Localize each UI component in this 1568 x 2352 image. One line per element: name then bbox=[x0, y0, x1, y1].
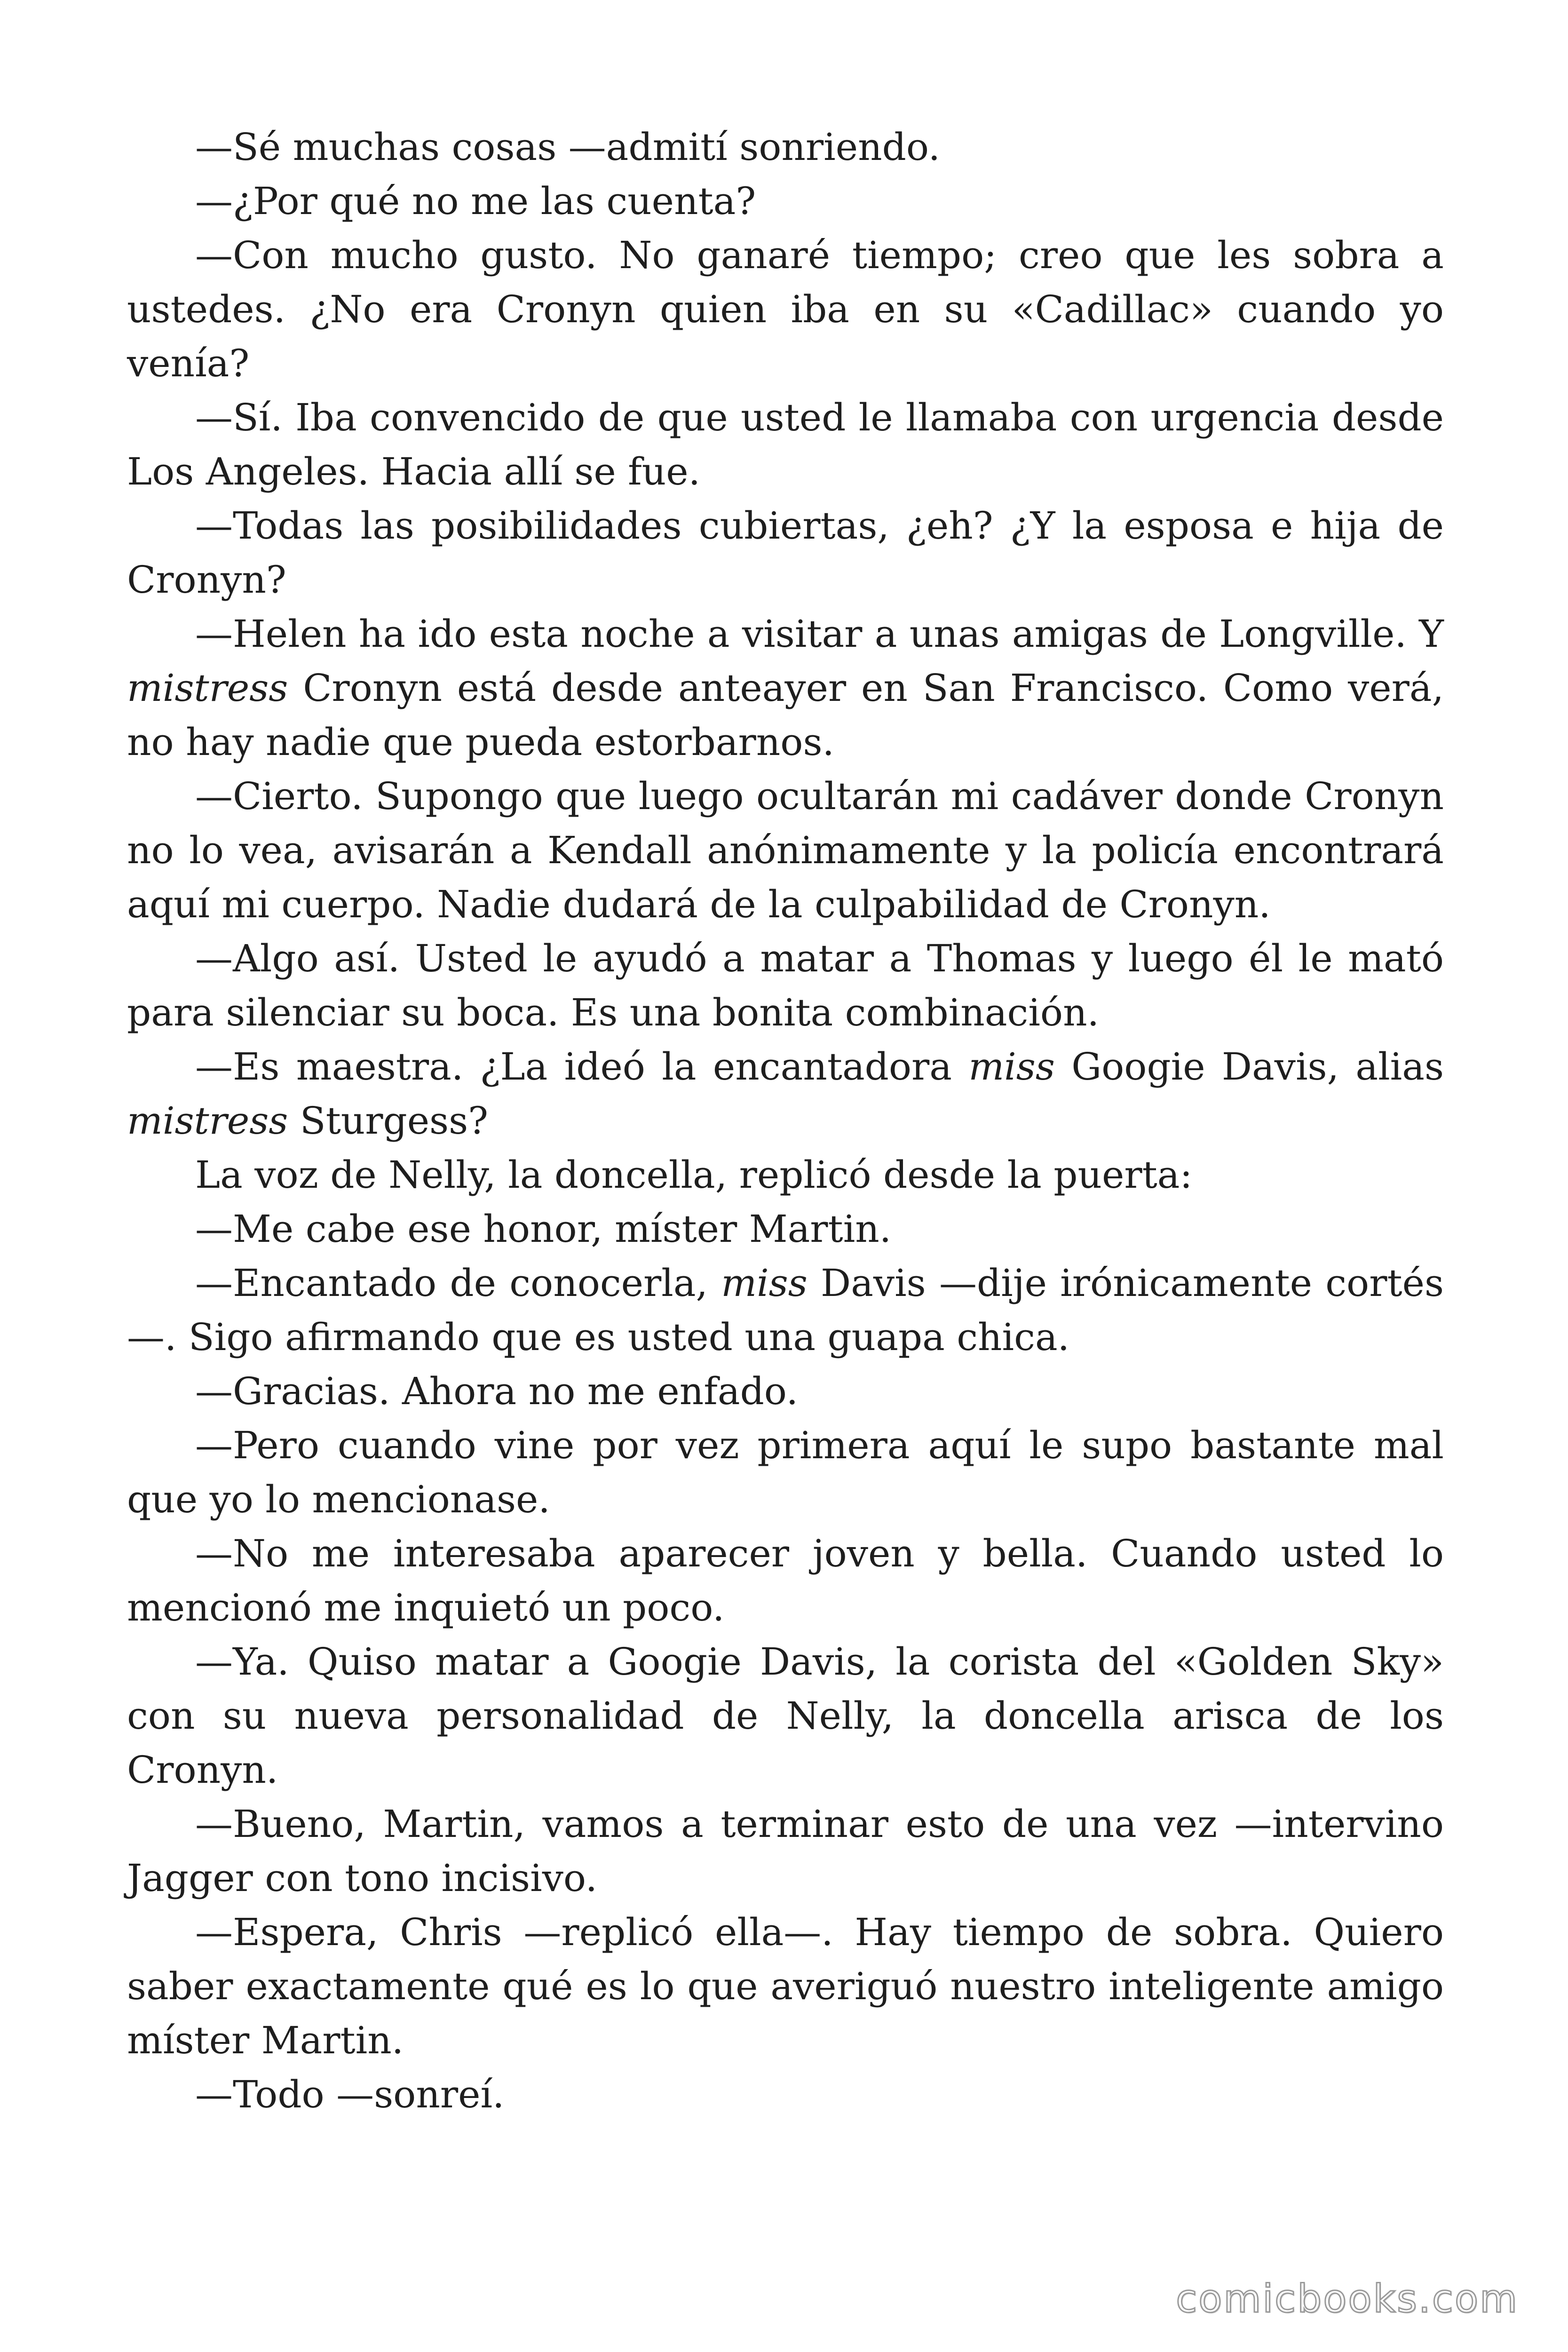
paragraph-11 bbox=[127, 1202, 1444, 1256]
italic-run: mistress bbox=[127, 1099, 288, 1143]
paragraph-8 bbox=[127, 931, 1444, 1040]
paragraph-13 bbox=[127, 1364, 1444, 1418]
text-run: —Todas las posibilidades cubiertas, ¿eh? ¿Y la esposa e hija de Cronyn? bbox=[127, 504, 1444, 602]
paragraph-15 bbox=[127, 1526, 1444, 1635]
italic-run: mistress bbox=[127, 666, 288, 710]
paragraph-2 bbox=[127, 174, 1444, 228]
text-run: —Pero cuando vine por vez primera aquí le supo bastante mal que yo lo mencionase. bbox=[127, 1423, 1444, 1521]
paragraph-7 bbox=[127, 769, 1444, 931]
paragraph-4 bbox=[127, 390, 1444, 499]
italic-run: miss bbox=[968, 1045, 1055, 1089]
text-run: Davis —dije irónicamente cortés —. Sigo afirmando que es usted una guapa chica. bbox=[127, 1261, 1444, 1359]
text-run: Sturgess? bbox=[288, 1099, 489, 1143]
italic-run: miss bbox=[721, 1261, 808, 1305]
text-run: —Sé muchas cosas —admití sonriendo. bbox=[195, 125, 941, 169]
text-run: La voz de Nelly, la doncella, replicó desde la puerta: bbox=[195, 1153, 1193, 1197]
paragraph-5 bbox=[127, 499, 1444, 607]
watermark: comicbooks.com bbox=[1176, 2277, 1519, 2321]
text-run: —Es maestra. ¿La ideó la encantadora bbox=[195, 1045, 969, 1089]
text-run: —¿Por qué no me las cuenta? bbox=[195, 179, 756, 223]
paragraph-9 bbox=[127, 1040, 1444, 1148]
text-run: —Encantado de conocerla, bbox=[195, 1261, 721, 1305]
text-run: —No me interesaba aparecer joven y bella. Cuando usted lo mencionó me inquietó un poco. bbox=[127, 1532, 1444, 1629]
text-run: Googie Davis, alias bbox=[1054, 1045, 1444, 1089]
text-run: —Algo así. Usted le ayudó a matar a Thomas y luego él le mató para silenciar su boca. Es una bonita combinación. bbox=[127, 937, 1444, 1034]
text-run: —Cierto. Supongo que luego ocultarán mi cadáver donde Cronyn no lo vea, avisarán a Kendall anónimamente y la policía encontrará aquí mi cuerpo. Nadie dudará de la culpabilidad de Cronyn. bbox=[127, 774, 1444, 926]
text-run: —Bueno, Martin, vamos a terminar esto de una vez —intervino Jagger con tono incisivo. bbox=[127, 1802, 1444, 1900]
text-run: —Todo —sonreí. bbox=[195, 2073, 505, 2116]
paragraph-6 bbox=[127, 607, 1444, 769]
paragraph-14 bbox=[127, 1418, 1444, 1526]
text-run: —Gracias. Ahora no me enfado. bbox=[195, 1369, 798, 1413]
text-run: —Helen ha ido esta noche a visitar a unas amigas de Longville. Y bbox=[195, 612, 1444, 656]
paragraph-18 bbox=[127, 1905, 1444, 2067]
text-run: —Sí. Iba convencido de que usted le llamaba con urgencia desde Los Angeles. Hacia allí se fue. bbox=[127, 396, 1444, 493]
paragraph-19 bbox=[127, 2067, 1444, 2122]
paragraph-3 bbox=[127, 228, 1444, 390]
text-run: —Ya. Quiso matar a Googie Davis, la corista del «Golden Sky» con su nueva personalidad de Nelly, la doncella arisca de los Cronyn. bbox=[127, 1640, 1444, 1792]
paragraph-16 bbox=[127, 1635, 1444, 1797]
page-body bbox=[127, 120, 1444, 2122]
paragraph-17 bbox=[127, 1797, 1444, 1905]
text-run: —Espera, Chris —replicó ella—. Hay tiempo de sobra. Quiero saber exactamente qué es lo que averiguó nuestro inteligente amigo míster Martin. bbox=[127, 1910, 1444, 2062]
paragraph-10 bbox=[127, 1148, 1444, 1202]
text-run: —Con mucho gusto. No ganaré tiempo; creo que les sobra a ustedes. ¿No era Cronyn quien iba en su «Cadillac» cuando yo venía? bbox=[127, 233, 1444, 385]
text-run: —Me cabe ese honor, míster Martin. bbox=[195, 1207, 892, 1251]
paragraph-1 bbox=[127, 120, 1444, 174]
text-run: Cronyn está desde anteayer en San Francisco. Como verá, no hay nadie que pueda estorbarnos. bbox=[127, 666, 1444, 764]
paragraph-12 bbox=[127, 1256, 1444, 1364]
